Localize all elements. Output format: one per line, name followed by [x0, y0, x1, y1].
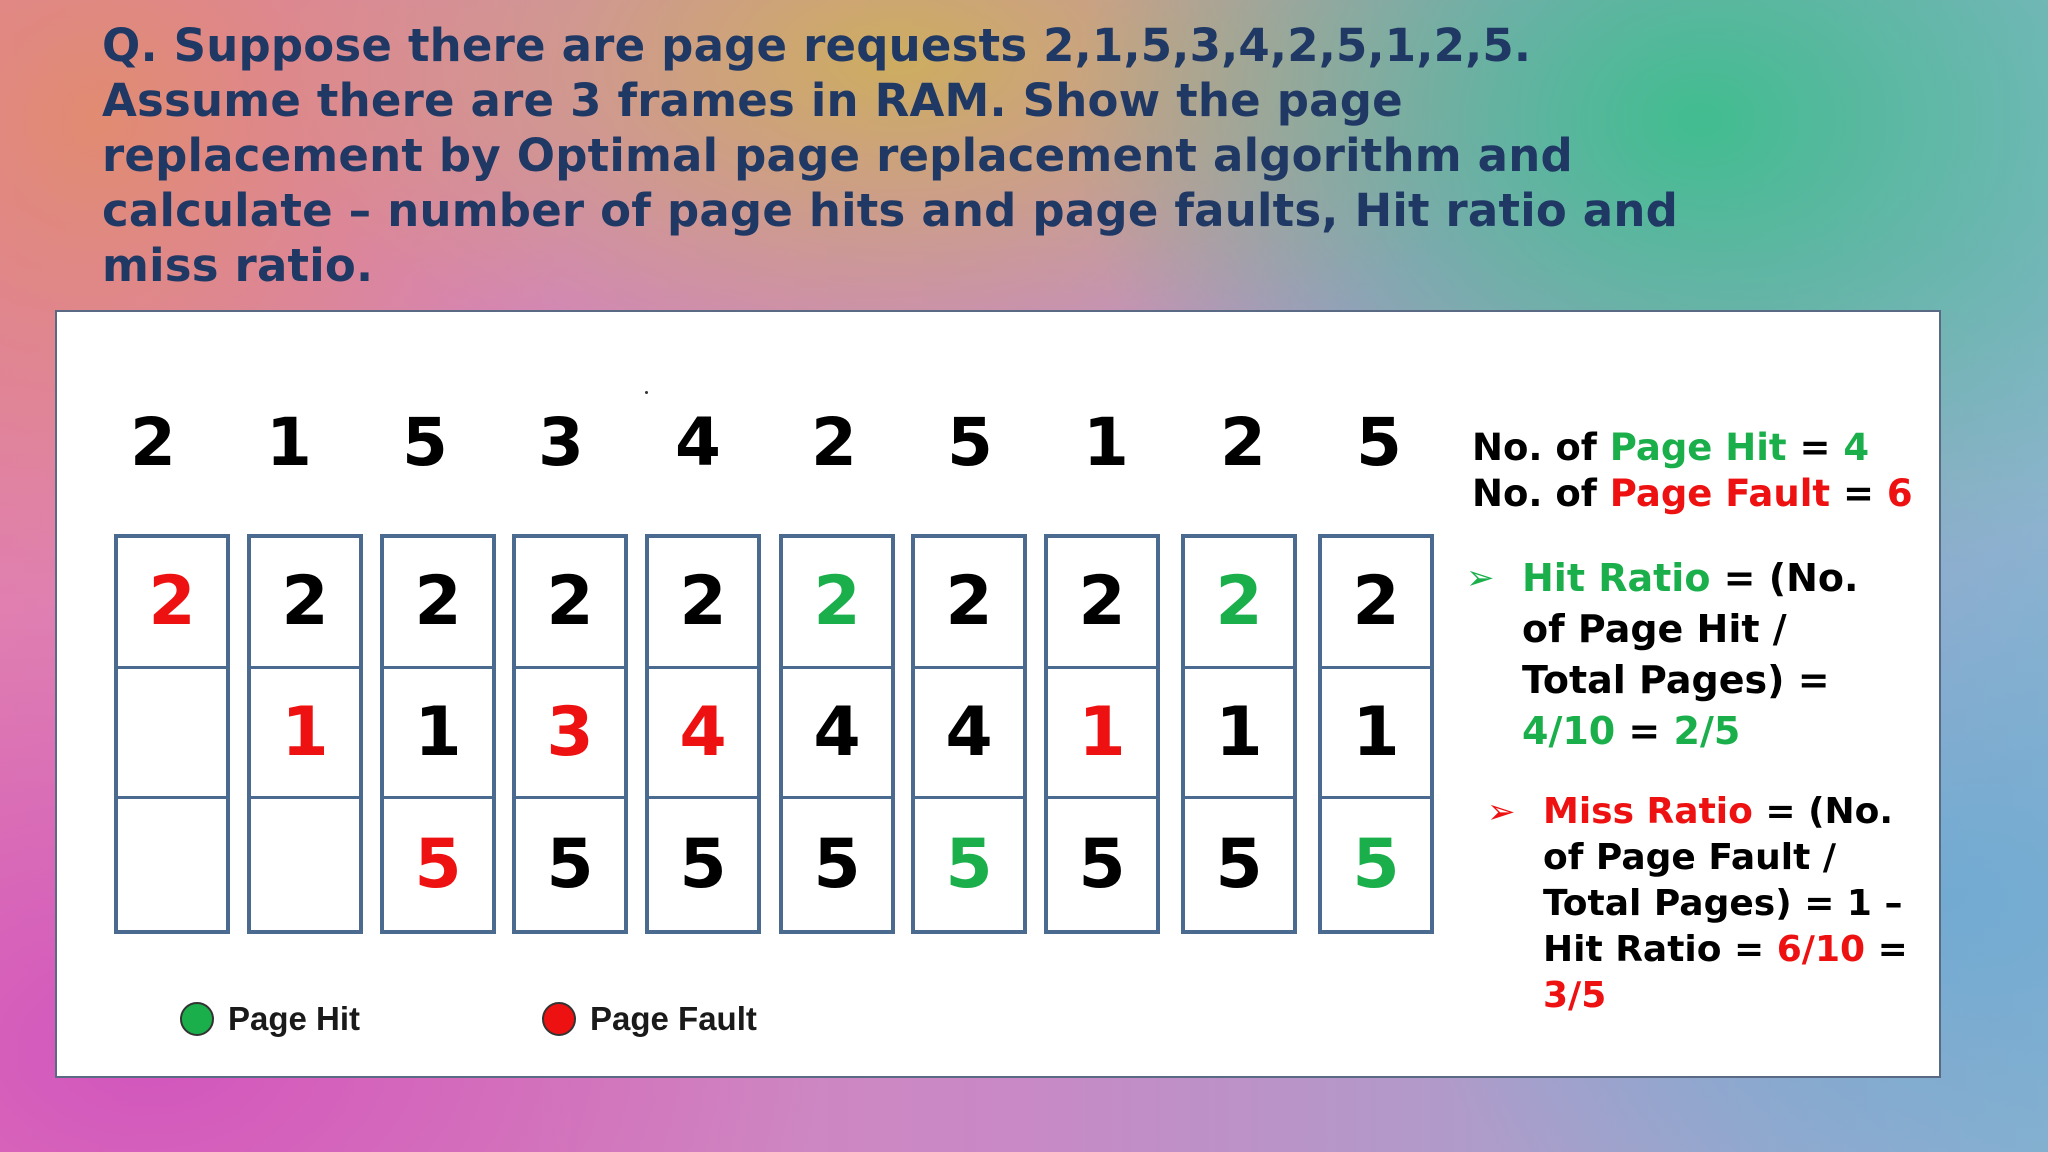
- miss-ratio-text1: = (No.: [1752, 791, 1894, 832]
- hit-fault-counts: [1472, 425, 1913, 517]
- frame-cell: 2: [251, 538, 359, 669]
- hit-prefix: No. of: [1472, 426, 1610, 469]
- fault-value: 6: [1886, 472, 1913, 515]
- miss-ratio-value2: 3/5: [1543, 975, 1607, 1016]
- page-request: 5: [947, 404, 993, 481]
- frame-cell: 1: [1322, 669, 1430, 800]
- page-request: 5: [1356, 404, 1402, 481]
- frame-column: [247, 534, 363, 934]
- hit-ratio-label: Hit Ratio: [1522, 556, 1711, 600]
- fault-prefix: No. of: [1472, 472, 1610, 515]
- red-dot-icon: [542, 1002, 576, 1036]
- miss-ratio-label: Miss Ratio: [1543, 791, 1753, 832]
- frame-cell: 2: [118, 538, 226, 669]
- frame-column: [1318, 534, 1434, 934]
- frame-cell: 2: [1185, 538, 1293, 669]
- hit-ratio-text3: Total Pages) =: [1522, 658, 1830, 702]
- frame-column: [911, 534, 1027, 934]
- hit-ratio-value1: 4/10: [1522, 709, 1616, 753]
- question-text: Q. Suppose there are page requests 2,1,5,3,4,2,5,1,2,5. Assume there are 3 frames in RAM. Show the page replacement by Optimal page replacement algorithm and calculate – number of page hits and page faults, Hit ratio and miss ratio.: [102, 19, 1679, 292]
- frame-cell: 5: [679, 824, 727, 904]
- frame-column: [114, 534, 230, 934]
- frame-cell: 5: [813, 824, 861, 904]
- fault-eq: =: [1830, 472, 1887, 515]
- miss-ratio-block: [1487, 789, 1908, 1019]
- frame-column: [1181, 534, 1297, 934]
- miss-ratio-value1: 6/10: [1776, 929, 1866, 970]
- miss-ratio-text2: of Page Fault /: [1543, 837, 1836, 878]
- page-request: 3: [538, 404, 584, 481]
- frame-cell: 2: [1322, 538, 1430, 669]
- miss-ratio-eq: =: [1865, 929, 1908, 970]
- page-request: 2: [130, 404, 176, 481]
- hit-ratio-text1: = (No.: [1710, 556, 1859, 600]
- page-request: 1: [266, 404, 312, 481]
- page-request: 2: [811, 404, 857, 481]
- page-request: 4: [675, 404, 721, 481]
- miss-ratio-text4: Hit Ratio =: [1543, 929, 1777, 970]
- green-dot-icon: [180, 1002, 214, 1036]
- frame-cell: 5: [546, 824, 594, 904]
- frame-cell: 1: [1048, 669, 1156, 800]
- hit-eq: =: [1786, 426, 1844, 469]
- hit-value: 4: [1843, 426, 1870, 469]
- frame-cell: 5: [945, 824, 993, 904]
- frame-cell: 2: [1048, 538, 1156, 669]
- frame-cell: 4: [783, 669, 891, 800]
- hit-ratio-block: [1466, 553, 1859, 757]
- legend-page-fault: [542, 1000, 757, 1038]
- frame-cell: [118, 799, 226, 930]
- frame-cell: 1: [384, 669, 492, 800]
- page-hit-count-line: [1472, 425, 1913, 471]
- frame-cell: 5: [1078, 824, 1126, 904]
- page-fault-count-line: [1472, 471, 1913, 517]
- frame-cell: 5: [414, 824, 462, 904]
- frame-cell: 2: [783, 538, 891, 669]
- frame-column: [779, 534, 895, 934]
- page-request: 5: [402, 404, 448, 481]
- frame-cell: 2: [384, 538, 492, 669]
- frame-cell: [251, 799, 359, 930]
- frame-cell: 4: [649, 669, 757, 800]
- frame-column: [645, 534, 761, 934]
- frame-cell: 5: [1352, 824, 1400, 904]
- frame-column: [1044, 534, 1160, 934]
- hit-ratio-text2: of Page Hit /: [1522, 607, 1787, 651]
- page-request: 2: [1220, 404, 1266, 481]
- hit-ratio-value2: 2/5: [1673, 709, 1741, 753]
- arrow-bullet-icon: ➢: [1487, 792, 1516, 832]
- legend-hit-label: Page Hit: [228, 1000, 361, 1037]
- hit-ratio-eq: =: [1615, 709, 1674, 753]
- legend-page-hit: [180, 1000, 360, 1038]
- miss-ratio-text3: Total Pages) = 1 –: [1543, 883, 1903, 924]
- frame-column: [380, 534, 496, 934]
- fault-label: Page Fault: [1609, 472, 1831, 515]
- frame-cell: 2: [915, 538, 1023, 669]
- frame-column: [512, 534, 628, 934]
- hit-label: Page Hit: [1609, 426, 1787, 469]
- frame-cell: 2: [516, 538, 624, 669]
- stray-dot: [645, 391, 648, 394]
- page-request: 1: [1083, 404, 1129, 481]
- frame-cell: 1: [1185, 669, 1293, 800]
- frame-cell: 2: [649, 538, 757, 669]
- frame-cell: 4: [915, 669, 1023, 800]
- frame-cell: 5: [1215, 824, 1263, 904]
- frame-cell: [118, 669, 226, 800]
- frame-cell: 3: [516, 669, 624, 800]
- arrow-bullet-icon: ➢: [1466, 558, 1495, 598]
- legend-fault-label: Page Fault: [590, 1000, 757, 1037]
- frame-cell: 1: [251, 669, 359, 800]
